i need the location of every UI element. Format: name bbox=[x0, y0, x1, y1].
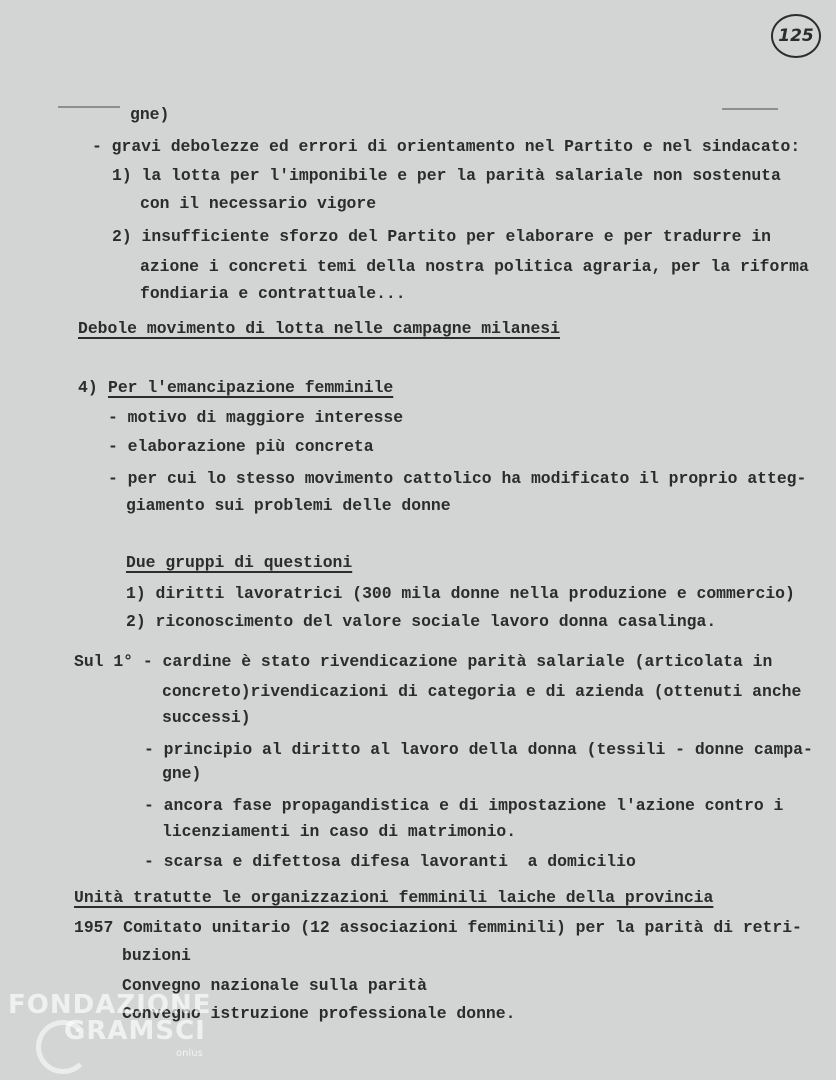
section-heading: Per l'emancipazione femminile bbox=[108, 378, 394, 397]
page-number-stamp: 125 bbox=[771, 14, 821, 58]
text-line: - gravi debolezze ed errori di orientamento nel Partito e nel sindacato: bbox=[92, 137, 801, 156]
section-heading: Due gruppi di questioni bbox=[126, 553, 353, 572]
watermark-gramsci: GRAMSCI bbox=[64, 1016, 206, 1046]
text-line: con il necessario vigore bbox=[140, 194, 377, 213]
text-line: 1) la lotta per l'imponibile e per la parità salariale non sostenuta bbox=[112, 166, 781, 185]
list-number: 4) bbox=[78, 378, 108, 397]
watermark-foundation: FONDAZIONE bbox=[8, 990, 212, 1020]
text-line: Sul 1° - cardine è stato rivendicazione parità salariale (articolata in bbox=[74, 652, 773, 671]
text-line: licenziamenti in caso di matrimonio. bbox=[162, 822, 517, 841]
section-heading: Unità tratutte le organizzazioni femminili laiche della provincia bbox=[74, 888, 714, 907]
text-line: - elaborazione più concreta bbox=[108, 437, 374, 456]
text-line: 2) riconoscimento del valore sociale lavoro donna casalinga. bbox=[126, 612, 717, 631]
text-line: 1) diritti lavoratrici (300 mila donne nella produzione e commercio) bbox=[126, 584, 795, 603]
text-line: 2) insufficiente sforzo del Partito per elaborare e per tradurre in bbox=[112, 227, 772, 246]
text-line: successi) bbox=[162, 708, 251, 727]
text-line: Convegno nazionale sulla parità bbox=[122, 976, 427, 995]
text-line: gne) bbox=[162, 764, 202, 783]
section-heading: Debole movimento di lotta nelle campagne milanesi bbox=[78, 319, 560, 338]
text-line: gne) bbox=[130, 105, 170, 124]
text-line: fondiaria e contrattuale... bbox=[140, 284, 406, 303]
text-line: - ancora fase propagandistica e di impostazione l'azione contro i bbox=[144, 796, 784, 815]
text-line: buzioni bbox=[122, 946, 191, 965]
watermark-onlus: onlus bbox=[176, 1048, 203, 1059]
margin-dash-left bbox=[58, 106, 120, 108]
text-line: 1957 Comitato unitario (12 associazioni femminili) per la parità di retri- bbox=[74, 918, 802, 937]
text-line: - scarsa e difettosa difesa lavoranti a domicilio bbox=[144, 852, 636, 871]
text-line: Convegno istruzione professionale donne. bbox=[122, 1004, 516, 1023]
text-line: - principio al diritto al lavoro della donna (tessili - donne campa- bbox=[144, 740, 813, 759]
text-line: concreto)rivendicazioni di categoria e di azienda (ottenuti anche bbox=[162, 682, 802, 701]
text-line: - per cui lo stesso movimento cattolico ha modificato il proprio atteg- bbox=[108, 469, 807, 488]
text-line: - motivo di maggiore interesse bbox=[108, 408, 404, 427]
text-line: azione i concreti temi della nostra politica agraria, per la riforma bbox=[140, 257, 809, 276]
text-line: giamento sui problemi delle donne bbox=[126, 496, 451, 515]
margin-dash-right bbox=[722, 108, 778, 110]
